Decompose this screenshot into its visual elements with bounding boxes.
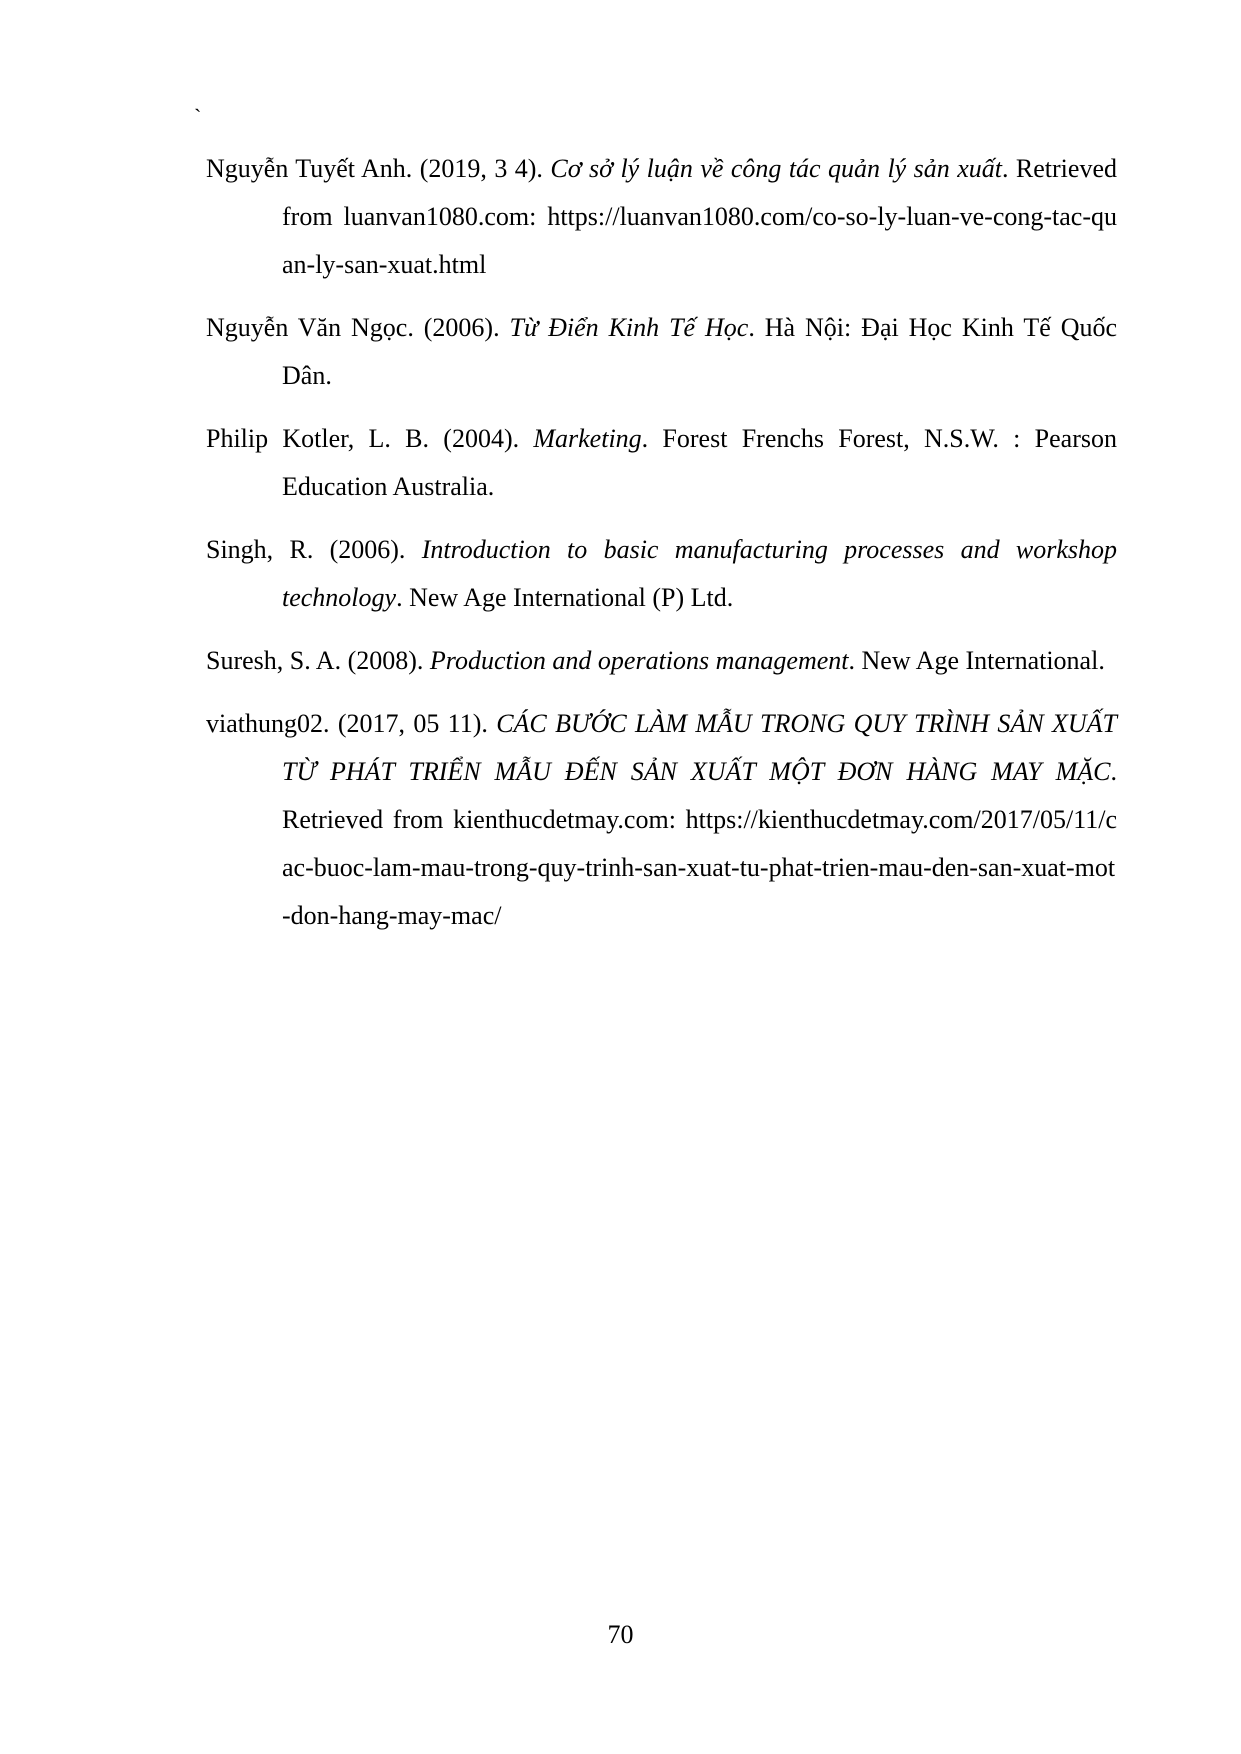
page-number: 70 <box>607 1620 634 1649</box>
reference-title: CÁC BƯỚC LÀM MẪU TRONG QUY TRÌNH SẢN XUẤT TỪ PHÁT TRIỂN MẪU ĐẾN SẢN XUẤT MỘT ĐƠN HÀNG MAY MẶC <box>282 709 1117 786</box>
reference-title: Marketing <box>533 424 642 453</box>
reference-publication: . Forest Frenchs Forest, N.S.W. : Pearson Education Australia. <box>282 424 1117 501</box>
reference-entry <box>206 637 1117 685</box>
reference-url: https://luanvan1080.com/co-so-ly-luan-ve-cong-tac-quan-ly-san-xuat.html <box>282 202 1117 279</box>
reference-publication: . New Age International. <box>848 646 1105 675</box>
reference-author-date: Singh, R. (2006). <box>206 535 422 564</box>
reference-entry <box>206 145 1117 289</box>
reference-title: Từ Điển Kinh Tế Học <box>509 313 749 342</box>
reference-title: Introduction to basic manufacturing processes and workshop technology <box>282 535 1117 612</box>
reference-author-date: Suresh, S. A. (2008). <box>206 646 430 675</box>
reference-publication: . Retrieved from kienthucdetmay.com: <box>282 757 1117 834</box>
reference-publication: . Hà Nội: Đại Học Kinh Tế Quốc Dân. <box>282 313 1118 390</box>
reference-author-date: Nguyễn Tuyết Anh. (2019, 3 4). <box>206 154 551 183</box>
stray-mark: ` <box>194 104 202 129</box>
reference-url: https://kienthucdetmay.com/2017/05/11/cac-buoc-lam-mau-trong-quy-trinh-san-xuat-tu-phat-trien-mau-den-san-xuat-mot-don-hang-may-mac/ <box>282 805 1117 930</box>
reference-title: Cơ sở lý luận về công tác quản lý sản xuất <box>550 154 1002 183</box>
reference-author-date: viathung02. (2017, 05 11). <box>206 709 497 738</box>
reference-entry <box>206 526 1117 622</box>
reference-list <box>206 145 1117 955</box>
reference-author-date: Philip Kotler, L. B. (2004). <box>206 424 534 453</box>
reference-title: Production and operations management <box>429 646 849 675</box>
reference-publication: . Retrieved from luanvan1080.com: <box>282 154 1117 231</box>
reference-author-date: Nguyễn Văn Ngọc. (2006). <box>206 313 510 342</box>
reference-entry <box>206 415 1117 511</box>
reference-entry <box>206 700 1117 940</box>
reference-publication: . New Age International (P) Ltd. <box>396 583 734 612</box>
reference-entry <box>206 304 1117 400</box>
